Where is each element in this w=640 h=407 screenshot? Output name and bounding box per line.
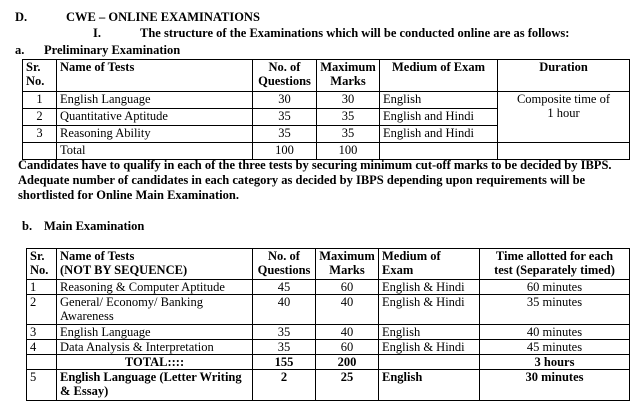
duration-line-2: 1 hour xyxy=(547,106,580,120)
row-marks: 35 xyxy=(317,126,380,143)
row-sr: 3 xyxy=(23,126,57,143)
row-questions: 2 xyxy=(253,370,316,401)
empty-cell xyxy=(498,143,630,160)
prelim-col-name: Name of Tests xyxy=(57,60,253,92)
main-col-questions: No. of Questions xyxy=(253,249,316,280)
row-test-name: Reasoning & Computer Aptitude xyxy=(57,280,253,295)
row-marks: 60 xyxy=(316,340,379,355)
empty-cell xyxy=(23,143,57,160)
row-marks: 25 xyxy=(316,370,379,401)
row-medium: English xyxy=(379,370,480,401)
subsection-numeral: I. xyxy=(93,26,101,40)
row-marks: 40 xyxy=(316,325,379,340)
empty-cell xyxy=(27,355,57,370)
main-heading-letter: b. xyxy=(22,219,33,233)
table-row xyxy=(27,295,630,325)
row-marks: 30 xyxy=(317,92,380,109)
prelim-table xyxy=(22,59,630,160)
main-col-marks: Maximum Marks xyxy=(316,249,379,280)
row-sr: 1 xyxy=(23,92,57,109)
note-line-3: shortlisted for Online Main Examination. xyxy=(18,188,239,202)
row-medium: English & Hindi xyxy=(379,280,480,295)
row-questions: 35 xyxy=(253,340,316,355)
main-col-sr: Sr. No. xyxy=(27,249,57,280)
note-line-1: Candidates have to qualify in each of the three tests by securing minimum cut-off marks to be decided by IBPS. xyxy=(18,158,612,172)
prelim-header-row xyxy=(23,60,630,92)
subsection-text: The structure of the Examinations which will be conducted online are as follows: xyxy=(140,26,570,40)
prelim-duration-cell xyxy=(498,92,630,143)
row-questions: 35 xyxy=(253,109,317,126)
total-marks: 200 xyxy=(316,355,379,370)
row-medium: English & Hindi xyxy=(379,295,480,325)
row-test-name: General/ Economy/ Banking Awareness xyxy=(57,295,253,325)
total-label: Total xyxy=(57,143,253,160)
total-questions: 100 xyxy=(253,143,317,160)
main-col-medium: Medium of Exam xyxy=(379,249,480,280)
duration-line-1: Composite time of xyxy=(516,92,611,106)
row-test-name: English Language xyxy=(57,92,253,109)
row-time: 45 minutes xyxy=(480,340,630,355)
note-line-2: Adequate number of candidates in each category as decided by IBPS depending upon requirements will be xyxy=(18,173,586,187)
table-row xyxy=(23,92,630,109)
total-label: TOTAL:::: xyxy=(57,355,253,370)
row-medium: English xyxy=(380,92,498,109)
row-questions: 35 xyxy=(253,126,317,143)
section-title: CWE – ONLINE EXAMINATIONS xyxy=(66,10,260,24)
prelim-col-questions: No. of Questions xyxy=(253,60,317,92)
main-heading: Main Examination xyxy=(44,219,145,233)
table-row xyxy=(27,340,630,355)
qualification-note xyxy=(18,158,630,203)
row-time: 35 minutes xyxy=(480,295,630,325)
main-col-time: Time allotted for each test (Separately timed) xyxy=(480,249,630,280)
row-time: 60 minutes xyxy=(480,280,630,295)
row-sr: 3 xyxy=(27,325,57,340)
section-letter: D. xyxy=(15,10,28,24)
row-marks: 60 xyxy=(316,280,379,295)
total-questions: 155 xyxy=(253,355,316,370)
prelim-col-sr: Sr. No. xyxy=(23,60,57,92)
row-marks: 35 xyxy=(317,109,380,126)
total-time: 3 hours xyxy=(480,355,630,370)
main-header-row xyxy=(27,249,630,280)
row-test-name: Data Analysis & Interpretation xyxy=(57,340,253,355)
total-marks: 100 xyxy=(317,143,380,160)
main-col-name: Name of Tests (NOT BY SEQUENCE) xyxy=(57,249,253,280)
prelim-col-marks: Maximum Marks xyxy=(317,60,380,92)
main-total-row xyxy=(27,355,630,370)
row-sr: 4 xyxy=(27,340,57,355)
row-test-name: English Language (Letter Writing & Essay) xyxy=(57,370,253,401)
row-questions: 35 xyxy=(253,325,316,340)
row-medium: English xyxy=(379,325,480,340)
row-medium: English & Hindi xyxy=(379,340,480,355)
prelim-heading-letter: a. xyxy=(15,43,25,57)
row-questions: 30 xyxy=(253,92,317,109)
row-questions: 40 xyxy=(253,295,316,325)
table-row xyxy=(27,280,630,295)
row-test-name: Reasoning Ability xyxy=(57,126,253,143)
empty-cell xyxy=(379,355,480,370)
row-sr: 2 xyxy=(23,109,57,126)
table-row xyxy=(27,325,630,340)
row-sr: 2 xyxy=(27,295,57,325)
row-test-name: Quantitative Aptitude xyxy=(57,109,253,126)
row-sr: 1 xyxy=(27,280,57,295)
row-medium: English and Hindi xyxy=(380,126,498,143)
row-time: 40 minutes xyxy=(480,325,630,340)
row-sr: 5 xyxy=(27,370,57,401)
row-medium: English and Hindi xyxy=(380,109,498,126)
row-test-name: English Language xyxy=(57,325,253,340)
row-questions: 45 xyxy=(253,280,316,295)
prelim-col-medium: Medium of Exam xyxy=(380,60,498,92)
prelim-total-row xyxy=(23,143,630,160)
empty-cell xyxy=(380,143,498,160)
main-table xyxy=(26,248,630,401)
prelim-heading: Preliminary Examination xyxy=(44,43,181,57)
table-row xyxy=(27,370,630,401)
row-marks: 40 xyxy=(316,295,379,325)
prelim-col-duration: Duration xyxy=(498,60,630,92)
row-time: 30 minutes xyxy=(480,370,630,401)
